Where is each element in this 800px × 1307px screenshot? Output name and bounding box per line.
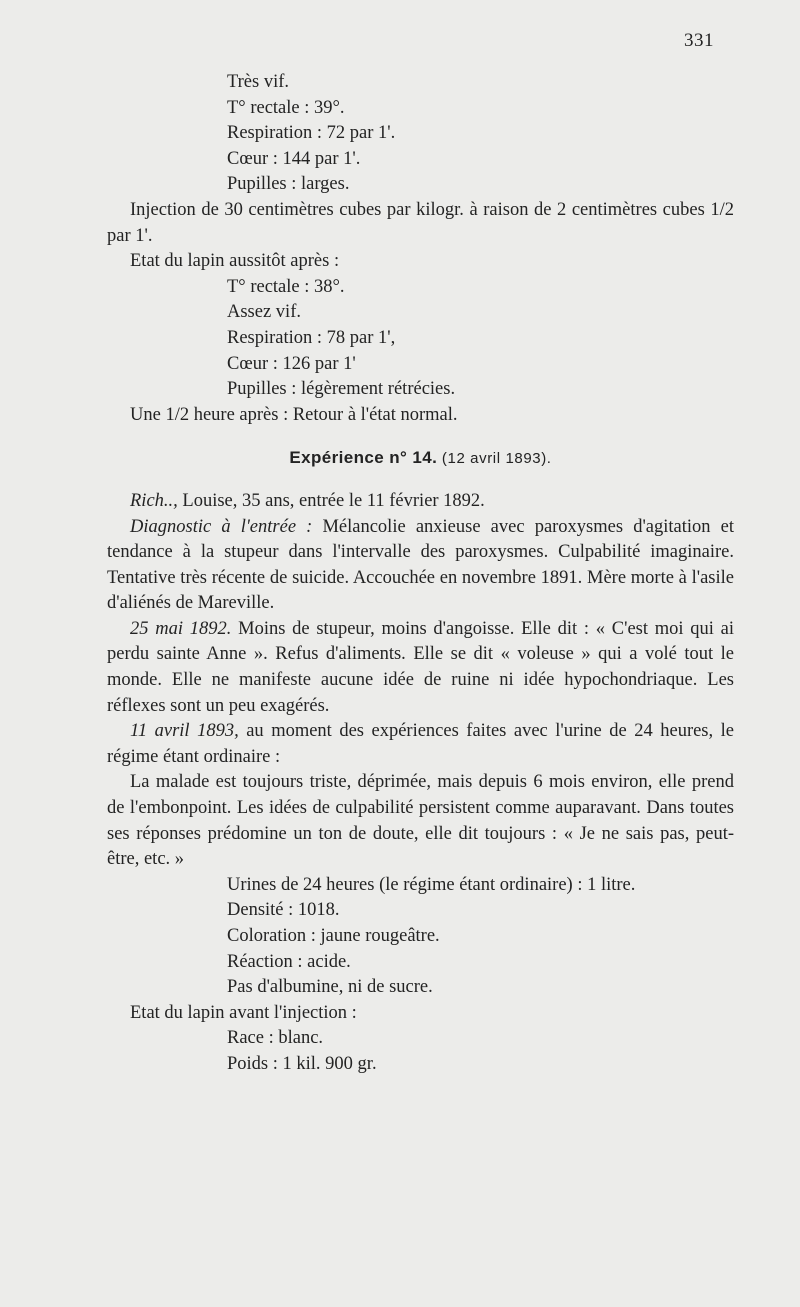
experience-heading: [107, 445, 734, 472]
experience-title: Expérience n° 14.: [289, 448, 438, 468]
line-densite: Densité : 1018.: [227, 900, 340, 921]
diagnostic-label: Diagnostic à l'entrée :: [130, 516, 313, 537]
line-etat-apres: Etat du lapin aussitôt après :: [130, 251, 340, 272]
experience-date: (12 avril 1893).: [441, 450, 552, 468]
date-avril-1893: 11 avril 1893,: [130, 721, 239, 742]
line-coeur-1: Cœur : 144 par 1'.: [227, 148, 361, 169]
line-retour-normal: Une 1/2 heure après : Retour à l'état normal.: [130, 404, 458, 425]
line-respiration-1: Respiration : 72 par 1'.: [227, 123, 396, 144]
line-injection: Injection de 30 centimètres cubes par kilogr. à raison de 2 centimètres cubes 1/2 par 1'.: [107, 199, 734, 246]
line-urines: Urines de 24 heures (le régime étant ordinaire) : 1 litre.: [227, 874, 636, 895]
text-mai-1892: Moins de stupeur, moins d'angoisse. Elle dit : « C'est moi qui ai perdu sainte Anne ». Refus d'aliments. Elle se dit « voleuse » qui a volé tout le monde. Elle ne manifeste aucune idée de ruine ni idée hypochondriaque. Les réflexes sont un peu exagérés.: [107, 618, 735, 716]
line-assez-vif: Assez vif.: [227, 302, 301, 323]
line-temp-rectale-2: T° rectale : 38°.: [227, 276, 345, 297]
line-poids: Poids : 1 kil. 900 gr.: [227, 1053, 377, 1074]
paragraph-mai-1892: [107, 617, 734, 719]
patient-name: Rich..,: [130, 490, 178, 511]
line-respiration-2: Respiration : 78 par 1',: [227, 327, 396, 348]
paragraph-avril-1893: [107, 719, 734, 770]
page-number: 331: [684, 30, 714, 51]
paragraph-patient: [107, 489, 734, 515]
page-body: [107, 70, 734, 1078]
line-tres-vif: Très vif.: [227, 72, 290, 92]
line-temp-rectale-1: T° rectale : 39°.: [227, 97, 345, 118]
text-avril-1893: au moment des expériences faites avec l'urine de 24 heures, le régime étant ordinaire :: [107, 721, 734, 767]
diagnostic-text: Mélancolie anxieuse avec paroxysmes d'agitation et tendance à la stupeur dans l'intervalle des paroxysmes. Culpabilité imaginaire. Tentative très récente de suicide. Accouchée en novembre 1891. Mère morte à l'asile d'aliénés de Mareville.: [107, 516, 734, 614]
line-pupilles-2: Pupilles : légèrement rétrécies.: [227, 379, 456, 400]
date-mai-1892: 25 mai 1892.: [130, 618, 232, 639]
line-albumine: Pas d'albumine, ni de sucre.: [227, 977, 433, 998]
paragraph-etat-malade: La malade est toujours triste, déprimée, mais depuis 6 mois environ, elle prend de l'embonpoint. Les idées de culpabilité persistent comme auparavant. Dans toutes ses réponses prédomine un ton de doute, elle dit toujours : « Je ne sais pas, peut-être, etc. »: [107, 772, 734, 870]
line-pupilles-1: Pupilles : larges.: [227, 174, 350, 195]
paragraph-diagnostic: [107, 515, 734, 617]
line-etat-avant: Etat du lapin avant l'injection :: [130, 1002, 357, 1023]
patient-details: Louise, 35 ans, entrée le 11 février 1892.: [177, 490, 485, 511]
line-race: Race : blanc.: [227, 1028, 324, 1049]
line-reaction: Réaction : acide.: [227, 951, 351, 972]
line-coloration: Coloration : jaune rougeâtre.: [227, 926, 440, 946]
line-coeur-2: Cœur : 126 par 1': [227, 353, 356, 374]
